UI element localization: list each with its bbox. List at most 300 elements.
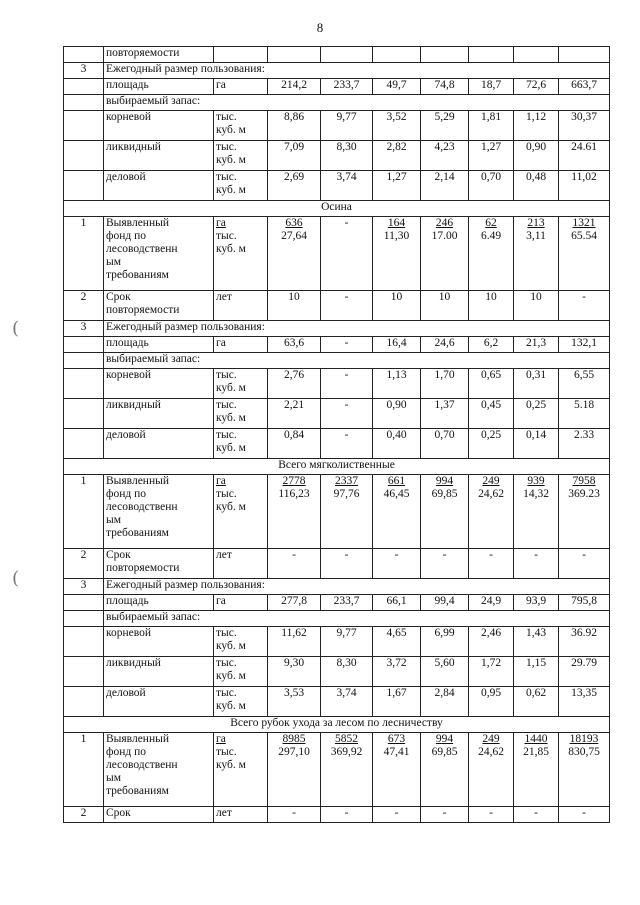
value-cell: 24,6 <box>421 337 469 353</box>
value-cell: 49,7 <box>373 79 421 95</box>
value-cell: - <box>268 549 321 579</box>
area-value: 246 <box>435 217 454 229</box>
row-number <box>64 79 104 95</box>
unit-text: га <box>216 79 226 91</box>
value-cell <box>469 47 514 63</box>
value-cell <box>469 475 514 549</box>
table-row <box>64 807 610 823</box>
value-cell: - <box>421 549 469 579</box>
value-cell: 93,9 <box>514 595 559 611</box>
name-line: ым <box>106 514 122 526</box>
value-cell: - <box>514 807 559 823</box>
value-cell: 99,4 <box>421 595 469 611</box>
unit-text: га <box>216 475 226 487</box>
stock-value: 3,11 <box>526 230 546 242</box>
value-cell: 0,45 <box>469 399 514 429</box>
name-line: фонд по <box>106 230 146 242</box>
row-name: корневой <box>104 369 214 399</box>
value-cell: 2,84 <box>421 687 469 717</box>
row-unit <box>214 47 268 63</box>
margin-mark: ( <box>12 318 20 339</box>
stock-value: 97,76 <box>333 488 360 500</box>
value-cell <box>559 733 610 807</box>
row-name <box>104 217 214 291</box>
stock-value: 24,62 <box>478 488 504 500</box>
value-cell: 4,65 <box>373 627 421 657</box>
area-value: 249 <box>482 475 500 487</box>
table-row <box>64 291 610 321</box>
area-value: 62 <box>485 217 497 229</box>
value-cell: 795,8 <box>559 595 610 611</box>
value-cell: 0,70 <box>421 429 469 459</box>
value-cell: 214,2 <box>268 79 321 95</box>
row-number: 3 <box>64 579 104 595</box>
value-cell: - <box>321 807 373 823</box>
forest-use-table <box>63 46 610 823</box>
unit-text: куб. м <box>216 640 246 652</box>
value-cell: 3,52 <box>373 111 421 141</box>
area-value: 2778 <box>282 475 306 487</box>
row-number <box>64 47 104 63</box>
value-cell <box>421 47 469 63</box>
area-value: 7958 <box>572 475 596 487</box>
row-name: ликвидный <box>104 141 214 171</box>
row-unit <box>214 337 268 353</box>
row-number: 2 <box>64 807 104 823</box>
table-row <box>64 63 610 79</box>
row-unit <box>214 627 268 657</box>
name-line: требованиям <box>106 785 169 797</box>
row-number <box>64 611 104 627</box>
row-name: корневой <box>104 627 214 657</box>
value-cell <box>321 475 373 549</box>
unit-text: лет <box>216 291 232 303</box>
value-cell: 0,31 <box>514 369 559 399</box>
unit-text: куб. м <box>216 442 246 454</box>
section-header: Всего рубок ухода за лесом по лесничеству <box>64 717 610 733</box>
value-cell: - <box>559 807 610 823</box>
stock-value: 14,32 <box>523 488 549 500</box>
unit-text: лет <box>216 807 232 819</box>
area-value: 1321 <box>572 217 596 229</box>
row-unit <box>214 79 268 95</box>
value-cell: 3,74 <box>321 171 373 201</box>
value-cell: 663,7 <box>559 79 610 95</box>
area-value: 8985 <box>282 733 306 745</box>
value-cell: 72,6 <box>514 79 559 95</box>
value-cell: - <box>469 807 514 823</box>
value-cell <box>321 733 373 807</box>
name-line: требованиям <box>106 269 169 281</box>
row-number <box>64 369 104 399</box>
stock-value: 27,64 <box>281 230 307 242</box>
value-cell <box>514 475 559 549</box>
row-name: площадь <box>104 337 214 353</box>
value-cell: 277,8 <box>268 595 321 611</box>
stock-value: 17.00 <box>431 230 458 242</box>
unit-text: куб. м <box>216 759 246 771</box>
value-cell: - <box>321 369 373 399</box>
stock-value: 69,85 <box>431 488 458 500</box>
value-cell: 74,8 <box>421 79 469 95</box>
name-line: требованиям <box>106 527 169 539</box>
stock-value: 11,30 <box>383 230 410 242</box>
row-name: площадь <box>104 595 214 611</box>
row-unit <box>214 141 268 171</box>
value-cell <box>321 217 373 291</box>
row-number <box>64 657 104 687</box>
value-cell: - <box>268 807 321 823</box>
unit-text: тыс. <box>216 627 237 639</box>
value-cell: 63,6 <box>268 337 321 353</box>
unit-text: га <box>216 337 226 349</box>
value-cell: 0,70 <box>469 171 514 201</box>
row-title: Ежегодный размер пользования: <box>104 579 610 595</box>
value-cell: - <box>559 549 610 579</box>
unit-text: га <box>216 595 226 607</box>
row-number <box>64 595 104 611</box>
unit-text: куб. м <box>216 700 246 712</box>
value-cell: - <box>321 549 373 579</box>
row-unit <box>214 369 268 399</box>
value-cell: 0,65 <box>469 369 514 399</box>
value-cell: 9,77 <box>321 111 373 141</box>
value-cell: 16,4 <box>373 337 421 353</box>
value-cell: 5.18 <box>559 399 610 429</box>
value-cell: 2,69 <box>268 171 321 201</box>
row-label: выбираемый запас: <box>104 95 610 111</box>
name-line: Срок <box>106 549 131 561</box>
row-name <box>104 733 214 807</box>
name-line: лесоводственн <box>106 501 178 513</box>
value-cell: 233,7 <box>321 79 373 95</box>
row-unit <box>214 657 268 687</box>
unit-text: тыс. <box>216 429 237 441</box>
unit-text: тыс. <box>216 657 237 669</box>
unit-text: га <box>216 733 226 745</box>
table-row <box>64 717 610 733</box>
unit-text: тыс. <box>216 399 237 411</box>
row-name: площадь <box>104 79 214 95</box>
value-cell <box>421 733 469 807</box>
area-value: 18193 <box>569 733 599 745</box>
name-line: фонд по <box>106 746 146 758</box>
value-cell: - <box>321 399 373 429</box>
row-unit <box>214 291 268 321</box>
value-cell <box>421 217 469 291</box>
row-name: ликвидный <box>104 657 214 687</box>
row-number <box>64 111 104 141</box>
row-number <box>64 141 104 171</box>
value-cell: 2.33 <box>559 429 610 459</box>
table-row <box>64 141 610 171</box>
value-cell <box>559 217 610 291</box>
row-unit <box>214 399 268 429</box>
row-name: деловой <box>104 687 214 717</box>
area-value: 661 <box>387 475 406 487</box>
name-line: повторяемости <box>106 304 180 316</box>
value-cell: 0,48 <box>514 171 559 201</box>
value-cell: 1,43 <box>514 627 559 657</box>
area-value: 994 <box>435 475 454 487</box>
row-number: 3 <box>64 321 104 337</box>
unit-text: тыс. <box>216 687 237 699</box>
stock-value: 21,85 <box>523 746 549 758</box>
row-name <box>104 291 214 321</box>
name-line: Срок <box>106 291 131 303</box>
unit-text: лет <box>216 549 232 561</box>
unit-text: тыс. <box>216 141 237 153</box>
area-value: 939 <box>527 475 545 487</box>
value-cell: - <box>559 291 610 321</box>
stock-value: 369,92 <box>330 746 363 758</box>
area-value: 5852 <box>335 733 358 745</box>
unit-text: тыс. <box>216 111 237 123</box>
section-header: Осина <box>64 201 610 217</box>
value-cell: 1,67 <box>373 687 421 717</box>
table-row <box>64 95 610 111</box>
table-row <box>64 111 610 141</box>
value-cell: 0,14 <box>514 429 559 459</box>
stock-value: 6.49 <box>480 230 502 242</box>
table-row <box>64 459 610 475</box>
name-line: Выявленный <box>106 475 169 487</box>
value-cell: 3,74 <box>321 687 373 717</box>
value-cell: 9,30 <box>268 657 321 687</box>
table-row <box>64 627 610 657</box>
value-cell: 36.92 <box>559 627 610 657</box>
row-number <box>64 399 104 429</box>
value-cell: 6,99 <box>421 627 469 657</box>
table-row <box>64 217 610 291</box>
value-cell <box>469 733 514 807</box>
value-cell: 3,53 <box>268 687 321 717</box>
value-cell <box>421 475 469 549</box>
value-cell: 1,81 <box>469 111 514 141</box>
table-row <box>64 321 610 337</box>
area-value: 1440 <box>524 733 548 745</box>
value-cell: 1,12 <box>514 111 559 141</box>
row-name: ликвидный <box>104 399 214 429</box>
unit-text: куб. м <box>216 124 246 136</box>
area-value: - <box>344 217 349 229</box>
name-line: лесоводственн <box>106 243 178 255</box>
value-cell: 10 <box>514 291 559 321</box>
name-line: Выявленный <box>106 217 169 229</box>
value-cell: - <box>321 429 373 459</box>
row-number <box>64 171 104 201</box>
area-value: 994 <box>435 733 454 745</box>
name-line: ым <box>106 772 122 784</box>
row-label: выбираемый запас: <box>104 611 610 627</box>
row-name: деловой <box>104 171 214 201</box>
stock-value: 65.54 <box>571 230 597 242</box>
value-cell: - <box>321 291 373 321</box>
stock-value: 830,75 <box>568 746 600 758</box>
row-name <box>104 549 214 579</box>
value-cell: 8,30 <box>321 657 373 687</box>
name-line: фонд по <box>106 488 146 500</box>
value-cell: 1,27 <box>469 141 514 171</box>
value-cell: 6,2 <box>469 337 514 353</box>
area-value: 164 <box>387 217 406 229</box>
row-unit <box>214 429 268 459</box>
value-cell: 2,14 <box>421 171 469 201</box>
row-number: 2 <box>64 291 104 321</box>
row-unit <box>214 595 268 611</box>
value-cell: 0,25 <box>514 399 559 429</box>
value-cell: 66,1 <box>373 595 421 611</box>
table-row <box>64 369 610 399</box>
value-cell <box>321 47 373 63</box>
value-cell <box>268 217 321 291</box>
name-line: лесоводственн <box>106 759 178 771</box>
value-cell <box>559 475 610 549</box>
table-row <box>64 47 610 63</box>
stock-value: 69,85 <box>431 746 458 758</box>
value-cell: 1,15 <box>514 657 559 687</box>
stock-value: 46,45 <box>383 488 410 500</box>
value-cell: 0,95 <box>469 687 514 717</box>
row-number <box>64 687 104 717</box>
unit-text: куб. м <box>216 501 246 513</box>
row-unit <box>214 733 268 807</box>
table-row <box>64 399 610 429</box>
value-cell: - <box>469 549 514 579</box>
value-cell: 0,40 <box>373 429 421 459</box>
row-number <box>64 429 104 459</box>
row-number <box>64 95 104 111</box>
value-cell: 21,3 <box>514 337 559 353</box>
unit-text: куб. м <box>216 243 246 255</box>
value-cell: 132,1 <box>559 337 610 353</box>
area-value: 673 <box>387 733 406 745</box>
value-cell: - <box>373 807 421 823</box>
value-cell: 11,62 <box>268 627 321 657</box>
value-cell: 0,84 <box>268 429 321 459</box>
value-cell <box>373 733 421 807</box>
table-row <box>64 475 610 549</box>
value-cell: 0,90 <box>373 399 421 429</box>
value-cell: 6,55 <box>559 369 610 399</box>
value-cell: 24,9 <box>469 595 514 611</box>
area-value: 249 <box>482 733 500 745</box>
value-cell: 0,25 <box>469 429 514 459</box>
stock-value: 47,41 <box>383 746 410 758</box>
value-cell <box>469 217 514 291</box>
value-cell: 10 <box>268 291 321 321</box>
value-cell <box>514 47 559 63</box>
row-name: корневой <box>104 111 214 141</box>
area-value: 2337 <box>335 475 358 487</box>
row-name: повторяемости <box>104 47 214 63</box>
value-cell: 1,72 <box>469 657 514 687</box>
page-number: 8 <box>316 20 324 35</box>
name-line: ым <box>106 256 122 268</box>
row-name: деловой <box>104 429 214 459</box>
unit-text: тыс. <box>216 488 237 500</box>
value-cell: 233,7 <box>321 595 373 611</box>
table-row <box>64 611 610 627</box>
value-cell: 18,7 <box>469 79 514 95</box>
table-row <box>64 687 610 717</box>
row-name <box>104 807 214 823</box>
value-cell: - <box>321 337 373 353</box>
unit-text: куб. м <box>216 154 246 166</box>
value-cell: 30,37 <box>559 111 610 141</box>
unit-text: га <box>216 217 226 229</box>
value-cell: 10 <box>469 291 514 321</box>
table-row <box>64 579 610 595</box>
table-row <box>64 201 610 217</box>
table-row <box>64 733 610 807</box>
value-cell: 10 <box>421 291 469 321</box>
table-row <box>64 337 610 353</box>
row-number: 3 <box>64 63 104 79</box>
name-line: Выявленный <box>106 733 169 745</box>
value-cell: 3,72 <box>373 657 421 687</box>
unit-text: куб. м <box>216 670 246 682</box>
unit-text: куб. м <box>216 412 246 424</box>
row-label: выбираемый запас: <box>104 353 610 369</box>
value-cell: 24.61 <box>559 141 610 171</box>
stock-value: 369.23 <box>568 488 600 500</box>
unit-text: тыс. <box>216 369 237 381</box>
value-cell: 1,70 <box>421 369 469 399</box>
value-cell: 2,46 <box>469 627 514 657</box>
value-cell <box>559 47 610 63</box>
table-row <box>64 657 610 687</box>
value-cell <box>373 475 421 549</box>
row-name <box>104 475 214 549</box>
row-number <box>64 627 104 657</box>
value-cell: 11,02 <box>559 171 610 201</box>
unit-text: тыс. <box>216 171 237 183</box>
value-cell: 1,13 <box>373 369 421 399</box>
value-cell <box>268 475 321 549</box>
table-row <box>64 171 610 201</box>
unit-text: куб. м <box>216 382 246 394</box>
section-header: Всего мягколиственные <box>64 459 610 475</box>
value-cell: - <box>421 807 469 823</box>
value-cell: 5,29 <box>421 111 469 141</box>
row-number: 1 <box>64 733 104 807</box>
table-row <box>64 549 610 579</box>
area-value: 636 <box>285 217 303 229</box>
value-cell: - <box>514 549 559 579</box>
value-cell: 1,37 <box>421 399 469 429</box>
area-value: 213 <box>527 217 545 229</box>
unit-text: тыс. <box>216 230 237 242</box>
row-unit <box>214 111 268 141</box>
value-cell: 0,90 <box>514 141 559 171</box>
value-cell: 10 <box>373 291 421 321</box>
row-number <box>64 337 104 353</box>
row-number: 1 <box>64 475 104 549</box>
value-cell: 9,77 <box>321 627 373 657</box>
name-line: Срок <box>106 807 131 819</box>
row-unit <box>214 807 268 823</box>
unit-text: тыс. <box>216 746 237 758</box>
value-cell: 2,21 <box>268 399 321 429</box>
value-cell <box>268 733 321 807</box>
row-number: 2 <box>64 549 104 579</box>
unit-text: куб. м <box>216 184 246 196</box>
row-unit <box>214 549 268 579</box>
row-number <box>64 353 104 369</box>
value-cell <box>514 217 559 291</box>
table-row <box>64 595 610 611</box>
